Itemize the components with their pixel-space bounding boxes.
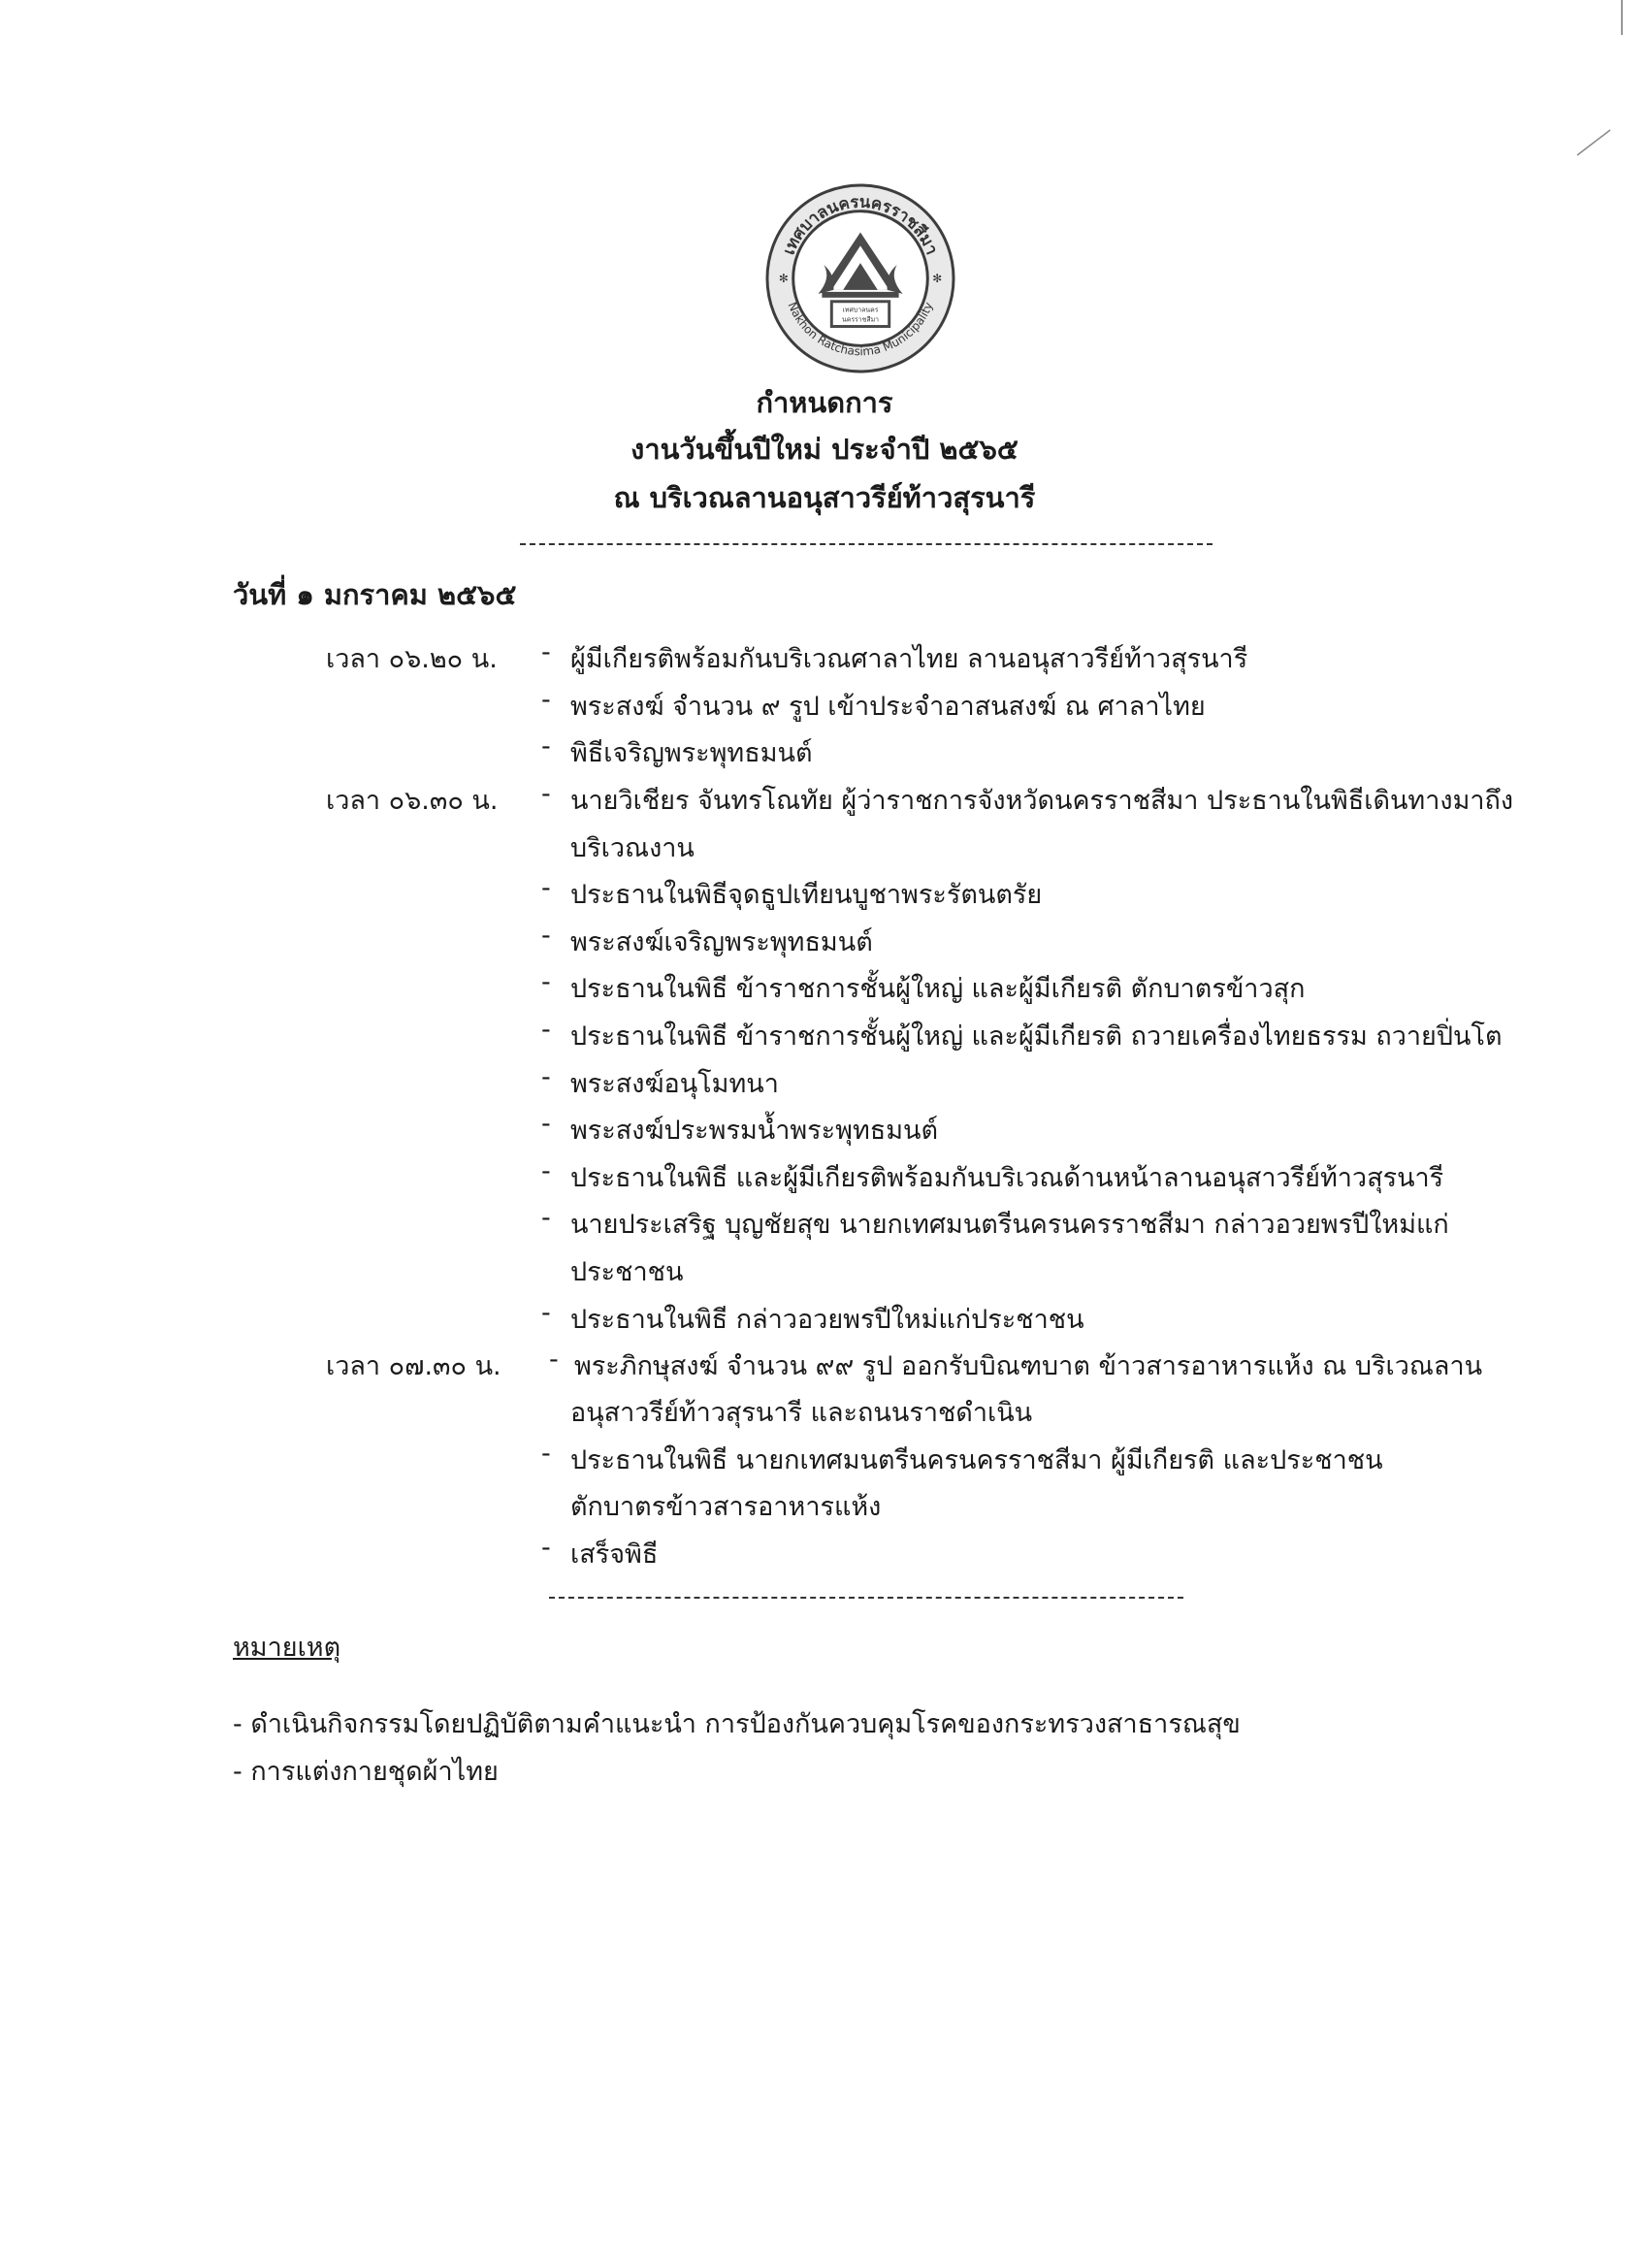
schedule-item: พิธีเจริญพระพุทธมนต์	[570, 738, 813, 768]
schedule-item: เสร็จพิธี	[570, 1539, 659, 1570]
schedule-item: ประธานในพิธี นายกเทศมนตรีนครนครราชสีมา ผู้มีเกียรติ และประชาชน	[570, 1445, 1383, 1475]
divider	[520, 543, 1212, 545]
svg-text:Nakhon Ratchasima Municipality: Nakhon Ratchasima Municipality	[785, 300, 936, 359]
svg-text:เทศบาลนคร: เทศบาลนคร	[842, 306, 879, 314]
schedule-item: ประธานในพิธีจุดธูปเทียนบูชาพระรัตนตรัย	[570, 880, 1043, 910]
notes-heading: หมายเหตุ	[233, 1633, 341, 1663]
schedule-item-continued: ประชาชน	[570, 1257, 684, 1287]
schedule-item: ประธานในพิธี กล่าวอวยพรปีใหม่แก่ประชาชน	[570, 1305, 1084, 1335]
schedule-item: นายประเสริฐ บุญชัยสุข นายกเทศมนตรีนครนครราชสีมา กล่าวอวยพรปีใหม่แก่	[570, 1210, 1449, 1240]
municipality-seal-logo	[764, 182, 956, 374]
svg-text:เทศบาลนครนครราชสีมา: เทศบาลนครนครราชสีมา	[778, 191, 943, 258]
schedule-item: นายวิเชียร จันทรโณทัย ผู้ว่าราชการจังหวัดนครราชสีมา ประธานในพิธีเดินทางมาถึง	[570, 786, 1514, 816]
note-item: - การแต่งกายชุดผ้าไทย	[233, 1757, 499, 1787]
schedule-item: พระสงฆ์ประพรมน้ำพระพุทธมนต์	[570, 1116, 939, 1146]
slot-time: เวลา ๐๖.๓๐ น.	[326, 786, 499, 816]
bullet: -	[541, 967, 551, 997]
document-title: กำหนดการ	[756, 386, 893, 419]
schedule-item-continued: ตักบาตรข้าวสารอาหารแห้ง	[570, 1492, 882, 1522]
bullet: -	[541, 1439, 551, 1469]
schedule-date: วันที่ ๑ มกราคม ๒๕๖๕	[233, 578, 517, 611]
bullet: -	[541, 1203, 551, 1233]
slot-time: เวลา ๐๗.๓๐ น.	[326, 1351, 501, 1381]
schedule-item: พระสงฆ์อนุโมทนา	[570, 1069, 779, 1099]
slot-time: เวลา ๐๖.๒๐ น.	[326, 644, 498, 674]
bullet: -	[541, 1015, 551, 1045]
bullet: -	[541, 1062, 551, 1092]
schedule-item: พระสงฆ์ จำนวน ๙ รูป เข้าประจำอาสนสงฆ์ ณ ศาลาไทย	[570, 692, 1206, 722]
svg-text:นครราชสีมา: นครราชสีมา	[841, 315, 880, 324]
event-venue: ณ บริเวณลานอนุสาวรีย์ท้าวสุรนารี	[613, 481, 1036, 514]
svg-text:✻: ✻	[932, 271, 943, 285]
note-item: - ดำเนินกิจกรรมโดยปฏิบัติตามคำแนะนำ การป้องกันควบคุมโรคของกระทรวงสาธารณสุข	[233, 1709, 1241, 1739]
schedule-item: พระภิกษุสงฆ์ จำนวน ๙๙ รูป ออกรับบิณฑบาต ข้าวสารอาหารแห้ง ณ บริเวณลาน	[574, 1351, 1483, 1381]
bullet: -	[541, 1298, 551, 1328]
schedule-item: พระสงฆ์เจริญพระพุทธมนต์	[570, 927, 873, 957]
bullet: -	[541, 1156, 551, 1186]
scan-edge-mark	[1618, 0, 1649, 39]
divider	[549, 1597, 1183, 1599]
bullet: -	[541, 1109, 551, 1139]
schedule-item: ประธานในพิธี ข้าราชการชั้นผู้ใหญ่ และผู้มีเกียรติ ตักบาตรข้าวสุก	[570, 974, 1306, 1004]
schedule-item-continued: อนุสาวรีย์ท้าวสุรนารี และถนนราชดำเนิน	[570, 1398, 1033, 1428]
bullet: -	[541, 731, 551, 761]
bullet: -	[541, 921, 551, 951]
bullet: -	[549, 1345, 559, 1375]
bullet: -	[541, 1533, 551, 1563]
schedule-item: ประธานในพิธี และผู้มีเกียรติพร้อมกันบริเวณด้านหน้าลานอนุสาวรีย์ท้าวสุรนารี	[570, 1163, 1444, 1193]
svg-text:✻: ✻	[778, 271, 789, 285]
bullet: -	[541, 873, 551, 903]
scan-pen-mark	[1575, 126, 1614, 159]
schedule-item: ผู้มีเกียรติพร้อมกันบริเวณศาลาไทย ลานอนุสาวรีย์ท้าวสุรนารี	[570, 644, 1248, 674]
bullet: -	[541, 685, 551, 715]
bullet: -	[541, 779, 551, 809]
schedule-item: ประธานในพิธี ข้าราชการชั้นผู้ใหญ่ และผู้มีเกียรติ ถวายเครื่องไทยธรรม ถวายปิ่นโต	[570, 1021, 1503, 1052]
schedule-item-continued: บริเวณงาน	[570, 833, 695, 863]
bullet: -	[541, 637, 551, 667]
event-name: งานวันขึ้นปีใหม่ ประจำปี ๒๕๖๕	[630, 433, 1018, 466]
